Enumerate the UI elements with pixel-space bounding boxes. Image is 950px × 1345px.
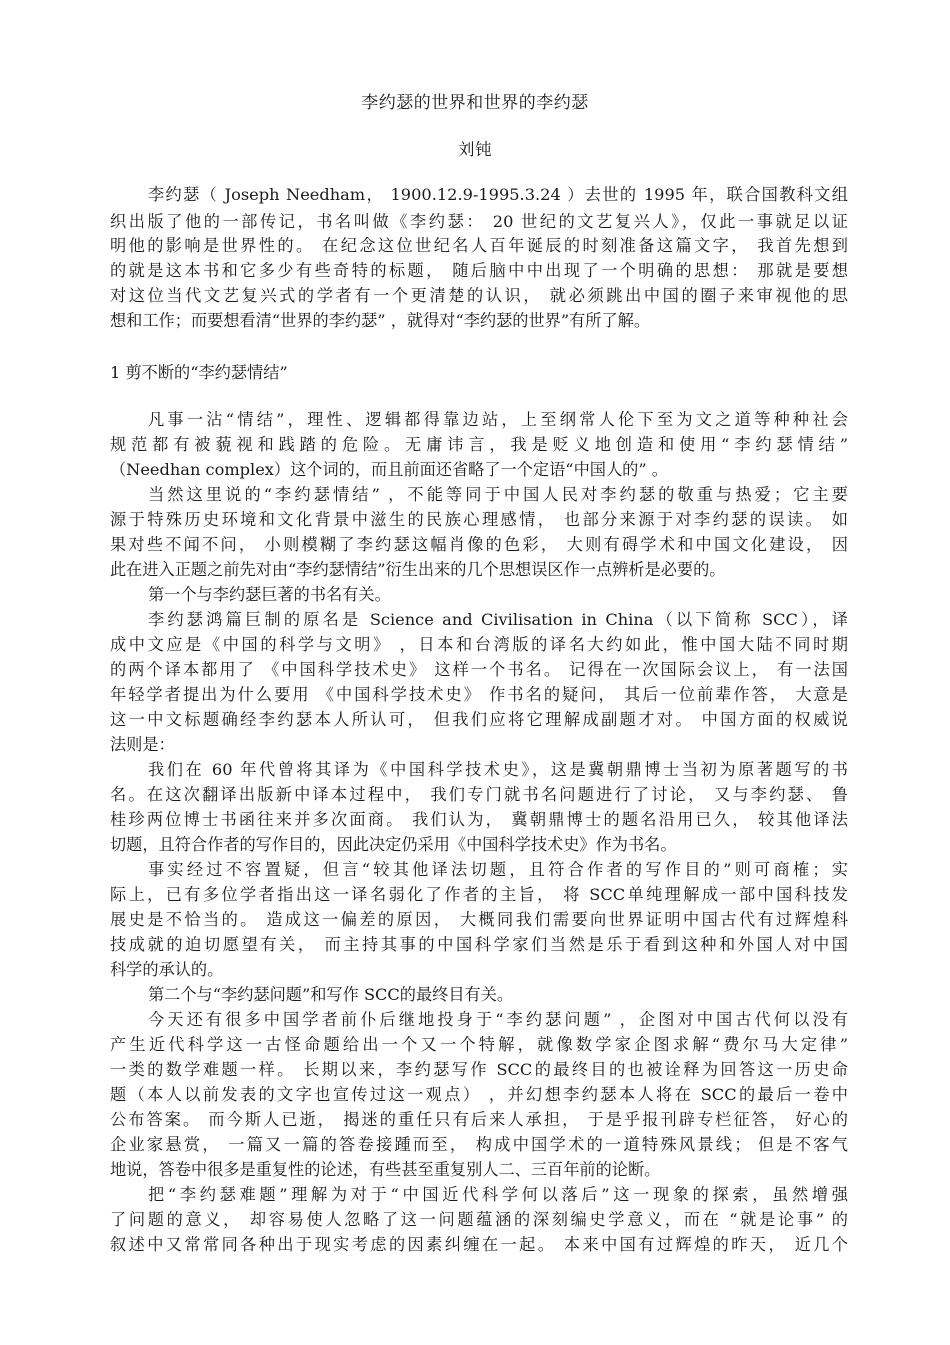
- quote-line: 切题，且符合作者的写作目的，因此决定仍采用《中国科学技术史》作为书名。: [110, 835, 677, 854]
- quote-line: 桂珍两位博士书函往来并多次面商。 我们认为， 冀朝鼎博士的题名沿用已久， 较其他译法: [110, 810, 848, 829]
- paragraph-line: 科学的承认的。: [110, 960, 224, 979]
- paragraph-line: 法则是：: [110, 735, 175, 754]
- paragraph-line: 把“李约瑟难题”理解为对于“中国近代科学何以落后”这一现象的探索，虽然增强: [148, 1185, 848, 1204]
- paragraph-line: 叙述中又常常同各种出于现实考虑的因素纠缠在一起。 本来中国有过辉煌的昨天， 近几个: [110, 1235, 848, 1254]
- quote-line: 我们在 60 年代曾将其译为《中国科学技术史》，这是冀朝鼎博士当初为原著题写的书: [148, 760, 848, 779]
- paragraph-line: 产生近代科学这一古怪命题给出一个又一个特解，就像数学家企图求解“费尔马大定律”: [110, 1035, 848, 1054]
- paragraph-line: 第二个与“李约瑟问题”和写作 SCC的最终目有关。: [148, 985, 514, 1004]
- paragraph-line: 规范都有被藐视和践踏的危险。无庸讳言，我是贬义地创造和使用“李约瑟情结”: [110, 435, 848, 454]
- document-title: 李约瑟的世界和世界的李约瑟: [361, 93, 589, 113]
- paragraph-line: 年轻学者提出为什么要用 《中国科学技术史》 作书名的疑问， 其后一位前辈作答， 大意是: [110, 685, 848, 704]
- paragraph-line: 此在进入正题之前先对由“李约瑟情结”衍生出来的几个思想误区作一点辨析是必要的。: [110, 560, 726, 579]
- paragraph-line: 明他的影响是世界性的。 在纪念这位世纪名人百年诞辰的时刻准备这篇文字， 我首先想到: [110, 236, 848, 255]
- paragraph-line: 地说，答卷中很多是重复性的论述，有些甚至重复别人二、三百年前的论断。: [110, 1160, 661, 1179]
- paragraph-line: 的就是这本书和它多少有些奇特的标题， 随后脑中中出现了一个明确的思想： 那就是要想: [110, 261, 848, 280]
- paragraph-line: （Needhan complex）这个词的，而且前面还省略了一个定语“中国人的” 。: [110, 460, 668, 479]
- paragraph-line: 果对些不闻不问， 小则模糊了李约瑟这幅肖像的色彩， 大则有碍学术和中国文化建设， 因: [110, 535, 848, 554]
- section-heading: 1 剪不断的“李约瑟情结”: [110, 363, 288, 382]
- paragraph-line: 织出版了他的一部传记，书名叫做《李约瑟： 20 世纪的文艺复兴人》，仅此一事就足以证: [110, 212, 848, 231]
- paragraph-line: 一类的数学难题一样。 长期以来，李约瑟写作 SCC的最终目的也被诠释为回答这一历史命: [110, 1060, 848, 1079]
- paragraph-line: 今天还有很多中国学者前仆后继地投身于“李约瑟问题” ，企图对中国古代何以没有: [148, 1010, 848, 1029]
- paragraph-line: 凡事一沾“情结”，理性、逻辑都得靠边站，上至纲常人伦下至为文之道等种种社会: [148, 410, 848, 429]
- paragraph-line: 对这位当代文艺复兴式的学者有一个更清楚的认识， 就必须跳出中国的圈子来审视他的思: [110, 286, 848, 305]
- paragraph-line: 当然这里说的“李约瑟情结” ，不能等同于中国人民对李约瑟的敬重与热爱；它主要: [148, 485, 848, 504]
- paragraph-line: 想和工作；而要想看清“世界的李约瑟” ，就得对“李约瑟的世界”有所了解。: [110, 311, 651, 330]
- paragraph-line: 源于特殊历史环境和文化背景中滋生的民族心理感情， 也部分来源于对李约瑟的误读。 如: [110, 510, 848, 529]
- paragraph-line: 第一个与李约瑟巨著的书名有关。: [148, 585, 391, 604]
- author-name: 刘钝: [458, 140, 492, 159]
- quote-line: 名。在这次翻译出版新中译本过程中， 我们专门就书名问题进行了讨论， 又与李约瑟、 鲁: [110, 785, 848, 804]
- paragraph-line: 这一中文标题确经李约瑟本人所认可， 但我们应将它理解成副题才对。 中国方面的权威说: [110, 710, 848, 729]
- paragraph-line: 的两个译本都用了 《中国科学技术史》 这样一个书名。 记得在一次国际会议上， 有一法国: [110, 660, 848, 679]
- paragraph-line: 题（本人以前发表的文字也宣传过这一观点） ，并幻想李约瑟本人将在 SCC的最后一卷中: [110, 1085, 848, 1104]
- paragraph-line: 展史是不恰当的。 造成这一偏差的原因， 大概同我们需要向世界证明中国古代有过辉煌科: [110, 910, 848, 929]
- paragraph-line: 技成就的迫切愿望有关， 而主持其事的中国科学家们当然是乐于看到这种和外国人对中国: [110, 935, 848, 954]
- paragraph-line: 企业家悬赏， 一篇又一篇的答卷接踵而至， 构成中国学术的一道特殊风景线； 但是不客气: [110, 1135, 848, 1154]
- paragraph-line: 李约瑟鸿篇巨制的原名是 Science and Civilisation in China（以下简称 SCC），译: [148, 610, 848, 629]
- paragraph-line: 公布答案。 而今斯人已逝， 揭迷的重任只有后来人承担， 于是乎报刊辟专栏征答， 好心的: [110, 1110, 848, 1129]
- paragraph-line: 际上，已有多位学者指出这一译名弱化了作者的主旨， 将 SCC单纯理解成一部中国科技发: [110, 885, 848, 904]
- paragraph-line: 李约瑟（ Joseph Needham， 1900.12.9-1995.3.24 ）去世的 1995 年，联合国教科文组: [148, 185, 848, 204]
- paragraph-line: 成中文应是《中国的科学与文明》 ，日本和台湾版的译名大约如此，惟中国大陆不同时期: [110, 635, 848, 654]
- paragraph-line: 事实经过不容置疑，但言“较其他译法切题，且符合作者的写作目的”则可商榷；实: [148, 860, 848, 879]
- paragraph-line: 了问题的意义， 却容易使人忽略了这一问题蕴涵的深刻编史学意义，而在 “就是论事” 的: [110, 1210, 848, 1229]
